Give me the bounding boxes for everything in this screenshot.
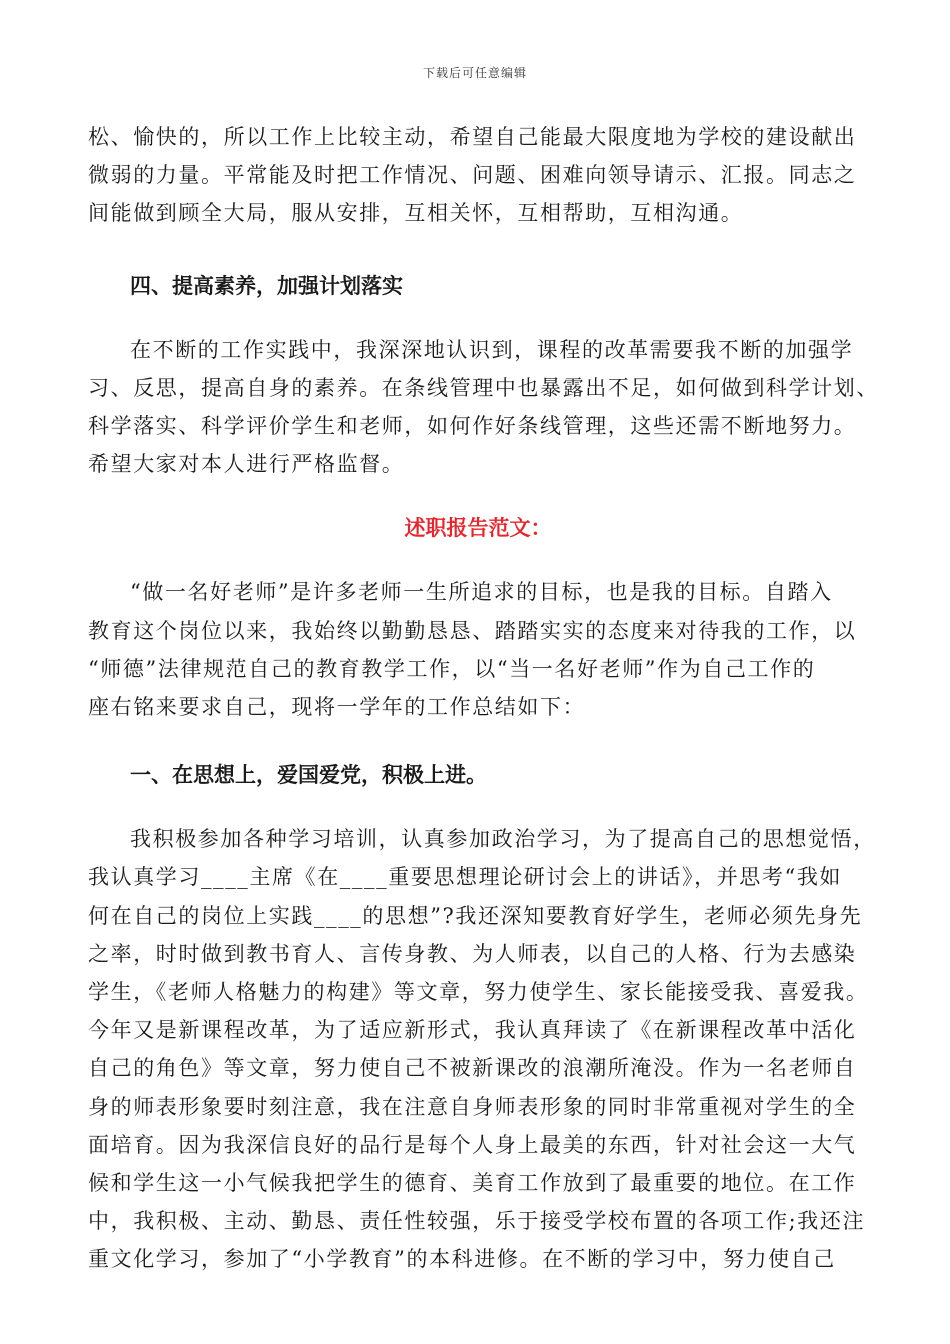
text-line: 间能做到顾全大局，服从安排，互相关怀，互相帮助，互相沟通。 — [88, 201, 744, 226]
document-body — [88, 118, 879, 1279]
text-line: 松、愉快的，所以工作上比较主动，希望自己能最大限度地为学校的建设献出 — [88, 125, 857, 149]
text-line: 座右铭来要求自己，现将一学年的工作总结如下： — [88, 695, 586, 720]
text-line: 希望大家对本人进行严格监督。 — [88, 452, 405, 477]
report-sample-title: 述职报告范文： — [404, 515, 552, 541]
text-line: 今年又是新课程改革，为了适应新形式，我认真拜读了《在新课程改革中活化 — [88, 1018, 857, 1043]
text-line: 自己的角色》等文章，努力使自己不被新课改的浪潮所淹没。作为一名老师自 — [88, 1056, 857, 1081]
text-line: 我认真学习____主席《在____重要思想理论研讨会上的讲话》，并思考“我如 — [88, 865, 843, 890]
paragraph-improve-quality — [88, 331, 879, 484]
text-line: 微弱的力量。平常能及时把工作情况、问题、困难向领导请示、汇报。同志之 — [88, 163, 857, 188]
text-line: 习、反思，提高自身的素养。在条线管理中也暴露出不足，如何做到科学计划、 — [88, 375, 879, 400]
text-line: 面培育。因为我深信良好的品行是每个人身上最美的东西，针对社会这一大气 — [88, 1132, 857, 1157]
text-line: 之率，时时做到教书育人、言传身教、为人师表，以自己的人格、行为去感染 — [88, 941, 857, 966]
text-line: 候和学生这一小气候我把学生的德育、美育工作放到了最重要的地位。在工作 — [88, 1171, 857, 1196]
text-line: 科学落实、科学评价学生和老师，如何作好条线管理，这些还需不断地努力。 — [88, 414, 857, 439]
text-line: “师德”法律规范自己的教育教学工作，以“当一名好老师”作为自己工作的 — [88, 656, 816, 681]
text-line: 何在自己的岗位上实践____的思想”?我还深知要教育好学生，老师必须先身先 — [88, 903, 863, 928]
text-line: 重文化学习，参加了“小学教育”的本科进修。在不断的学习中，努力使自己 — [88, 1247, 836, 1272]
text-line: 身的师表形象要时刻注意，我在注意自身师表形象的同时非常重视对学生的全 — [88, 1094, 857, 1119]
section-heading-1: 一、在思想上，爱国爱党，积极上进。 — [130, 762, 487, 788]
text-line: 我积极参加各种学习培训，认真参加政治学习，为了提高自己的思想觉悟， — [130, 827, 876, 852]
section-heading-4: 四、提高素养，加强计划落实 — [130, 272, 403, 298]
paragraph-ideology — [88, 820, 876, 1278]
text-line: “做一名好老师”是许多老师一生所追求的目标，也是我的目标。自踏入 — [130, 580, 833, 605]
text-line: 学生，《老师人格魅力的构建》等文章，努力使学生、家长能接受我、喜爱我。 — [88, 980, 869, 1005]
paragraph-continued — [88, 118, 868, 233]
text-line: 中，我积极、主动、勤恳、责任性较强，乐于接受学校布置的各项工作;我还注 — [88, 1209, 866, 1234]
page-header-note: 下载后可任意编辑 — [422, 66, 527, 80]
text-line: 教育这个岗位以来，我始终以勤勤恳恳、踏踏实实的态度来对待我的工作，以 — [88, 618, 857, 643]
paragraph-intro — [88, 573, 868, 726]
text-line: 在不断的工作实践中，我深深地认识到，课程的改革需要我不断的加强学 — [130, 337, 854, 362]
